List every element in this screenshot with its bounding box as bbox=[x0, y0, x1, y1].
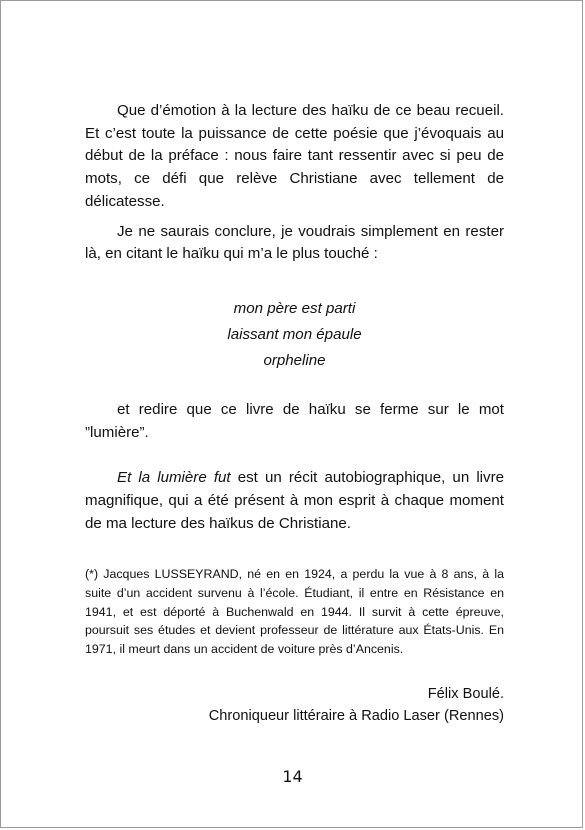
footnote: (*) Jacques LUSSEYRAND, né en en 1924, a perdu la vue à 8 ans, à la suite d’un accident survenu à l’école. Étudiant, il entre en Résistance en 1941, et est déporté à Buchenwald en 1944. Il survit à cette épreuve, poursuit ses études et devient professeur de littérature aux États-Unis. En 1971, il meurt dans un accident de voiture près d’Ancenis. bbox=[85, 567, 504, 656]
book-reference-text: est un récit autobiographique, un livre magnifique, qui a été présent à mon esprit à chaque moment de ma lecture des haïkus de Christiane. bbox=[85, 469, 504, 532]
signature bbox=[85, 683, 504, 727]
paragraph-conclusion: Je ne saurais conclure, je voudrais simplement en rester là, en citant le haïku qui m’a le plus touché : bbox=[85, 222, 504, 263]
haiku-line-3: orpheline bbox=[263, 351, 326, 369]
paragraph-emotion: Que d’émotion à la lecture des haïku de ce beau recueil. Et c’est toute la puissance de cette poésie que j’évoquais au début de la préface : nous faire tant ressentir avec si peu de mots, ce défi que relève Christiane avec tellement de délicatesse. bbox=[85, 102, 504, 210]
page-content bbox=[85, 100, 504, 727]
author-title: Chroniqueur littéraire à Radio Laser (Rennes) bbox=[208, 708, 504, 725]
author-name: Félix Boulé. bbox=[427, 686, 504, 703]
haiku-line-1: mon père est parti bbox=[233, 299, 356, 317]
haiku-line-2: laissant mon épaule bbox=[227, 325, 362, 343]
book-title: Et la lumière fut bbox=[117, 469, 231, 487]
paragraph-lumiere: et redire que ce livre de haïku se ferme sur le mot ”lumière”. bbox=[85, 400, 504, 441]
paragraph-book-reference bbox=[85, 467, 504, 535]
page-number: 14 bbox=[282, 767, 303, 786]
haiku-poem bbox=[85, 296, 504, 374]
